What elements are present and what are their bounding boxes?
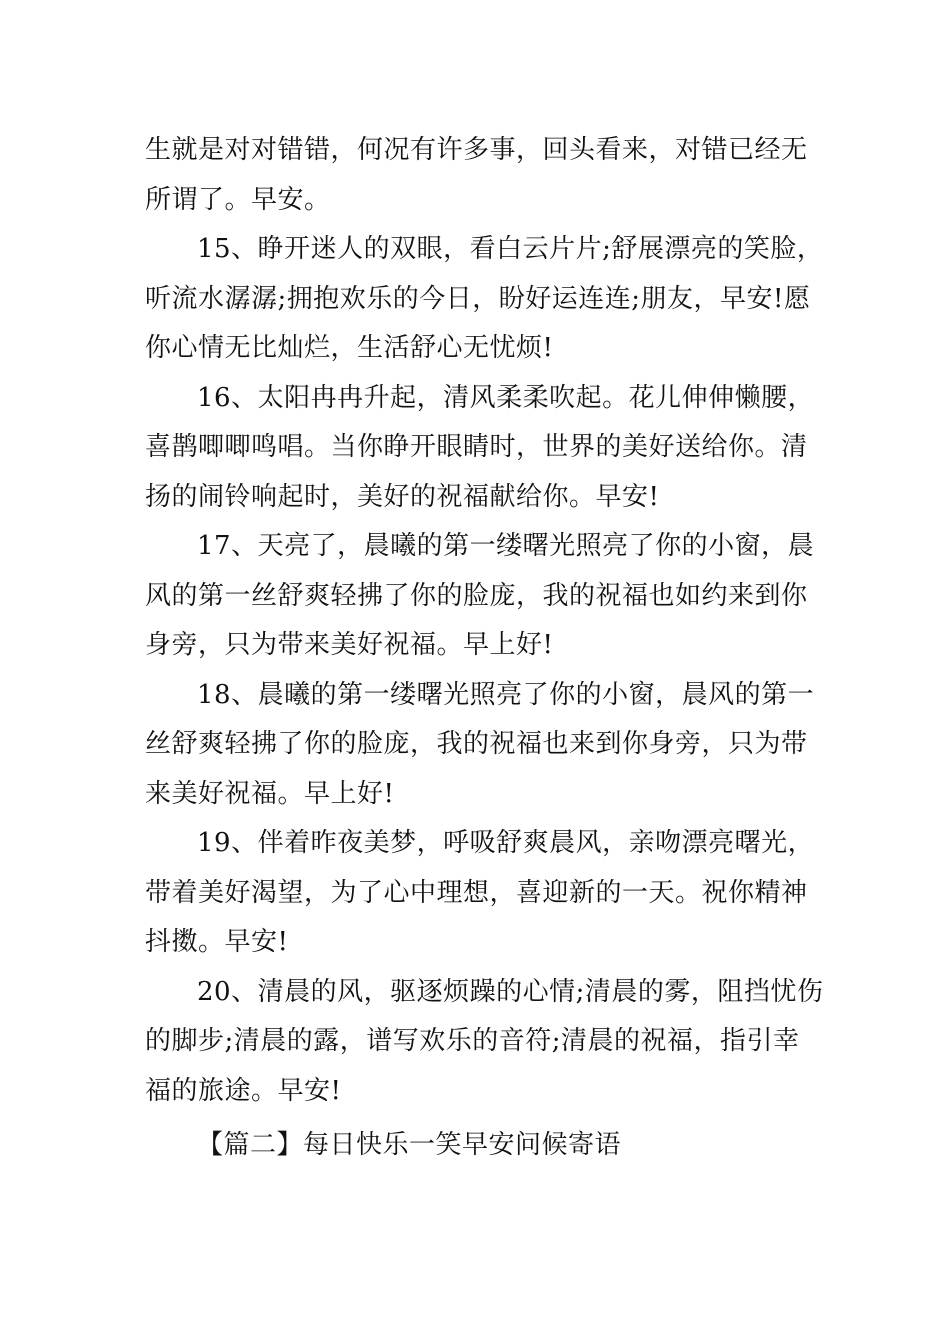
text-line: 身旁，只为带来美好祝福。早上好! (145, 630, 554, 660)
paragraph-16-start: 16、太阳冉冉升起，清风柔柔吹起。花儿伸伸懒腰， (197, 382, 815, 413)
text-line: 生就是对对错错，何况有许多事，回头看来，对错已经无 (145, 135, 808, 165)
text-line: 丝舒爽轻拂了你的脸庞，我的祝福也来到你身旁，只为带 (145, 729, 808, 759)
paragraph-18-start: 18、晨曦的第一缕曙光照亮了你的小窗，晨风的第一 (197, 679, 815, 710)
text-line: 你心情无比灿烂，生活舒心无忧烦! (145, 333, 554, 363)
paragraph-19-start: 19、伴着昨夜美梦，呼吸舒爽晨风，亲吻漂亮曙光， (197, 828, 815, 858)
paragraph-17-start: 17、天亮了，晨曦的第一缕曙光照亮了你的小窗，晨 (197, 531, 815, 561)
section-heading: 【篇二】每日快乐一笑早安问候寄语 (197, 1130, 622, 1160)
paragraph-20-start: 20、清晨的风，驱逐烦躁的心情;清晨的雾，阻挡忧伤 (197, 976, 824, 1007)
text-line: 福的旅途。早安! (145, 1075, 342, 1106)
text-line: 来美好祝福。早上好! (145, 778, 395, 809)
text-line: 扬的闹铃响起时，美好的祝福献给你。早安! (145, 481, 660, 512)
text-line: 抖擞。早安! (145, 927, 289, 957)
text-line: 听流水潺潺;拥抱欢乐的今日，盼好运连连;朋友，早安!愿 (145, 283, 811, 314)
text-line: 喜鹊唧唧鸣唱。当你睁开眼睛时，世界的美好送给你。清 (145, 432, 808, 462)
text-line: 带着美好渴望，为了心中理想，喜迎新的一天。祝你精神 (145, 877, 808, 908)
body-text (145, 126, 824, 1116)
paragraph-15-start: 15、睁开迷人的双眼，看白云片片;舒展漂亮的笑脸， (197, 234, 824, 264)
text-line: 风的第一丝舒爽轻拂了你的脸庞，我的祝福也如约来到你 (145, 580, 808, 611)
text-line: 所谓了。早安。 (145, 184, 331, 215)
text-line: 的脚步;清晨的露，谱写欢乐的音符;清晨的祝福，指引幸 (145, 1026, 800, 1056)
